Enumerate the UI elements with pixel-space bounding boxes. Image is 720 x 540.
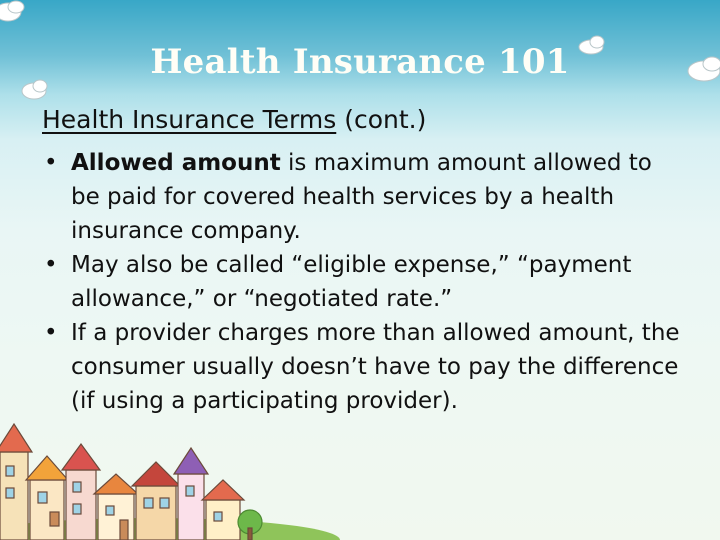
bullet-item: [44, 248, 684, 316]
cloud-icon: [22, 80, 47, 99]
slide-title: Health Insurance 101: [150, 42, 570, 82]
slide-subtitle: [42, 105, 426, 134]
bullet-item: [44, 146, 684, 248]
bullet-point-icon: •: [44, 150, 58, 176]
bullet-text: If a provider charges more than allowed amount, the consumer usually doesn’t have to pay the difference (if using a participating provider).: [71, 320, 680, 414]
bullet-bold-term: Allowed amount: [71, 150, 281, 176]
village-houses-illustration: [0, 424, 340, 540]
bullet-list: [44, 146, 684, 418]
subtitle-suffix: (cont.): [336, 105, 427, 134]
bullet-point-icon: •: [44, 252, 58, 278]
bullet-point-icon: •: [44, 320, 58, 346]
cloud-icon: [0, 1, 24, 21]
bullet-text: is maximum amount allowed to be paid for covered health services by a health insurance company.: [71, 150, 652, 244]
bullet-item: [44, 316, 684, 418]
subtitle-underlined-text: Health Insurance Terms: [42, 105, 337, 134]
bullet-text: May also be called “eligible expense,” “payment allowance,” or “negotiated rate.”: [71, 252, 632, 312]
